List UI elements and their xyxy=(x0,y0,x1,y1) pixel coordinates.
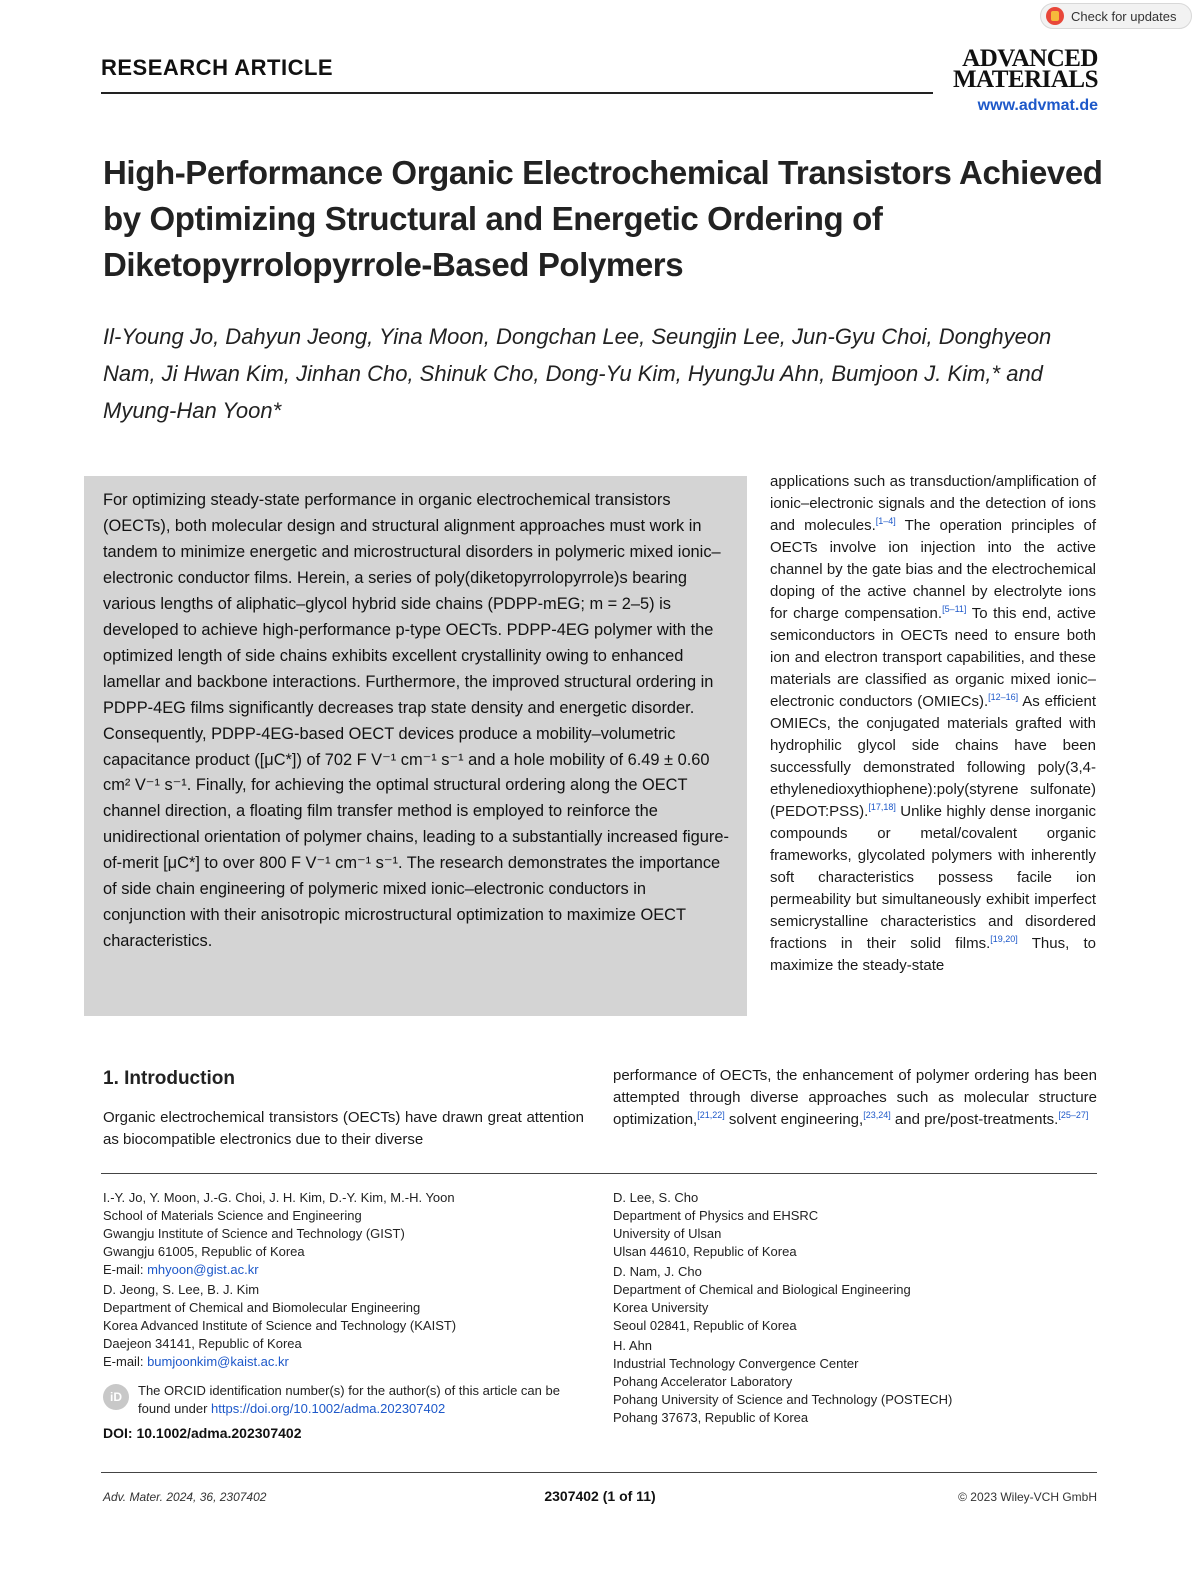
reference-link[interactable]: [12–16] xyxy=(988,692,1019,702)
affiliation-line: Korea University xyxy=(613,1300,709,1315)
body-text: The operation principles of OECTs involve ion injection into the active channel by the gate bias and the electrochemical doping of the active channel by electrolyte ions for charge compensation. xyxy=(770,517,1096,622)
intro-heading: 1. Introduction xyxy=(103,1068,235,1089)
affiliation-line: Pohang University of Science and Technology (POSTECH) xyxy=(613,1392,953,1407)
orcid-icon: iD xyxy=(103,1384,129,1410)
reference-link[interactable]: [1–4] xyxy=(875,516,896,526)
affiliation-line: Ulsan 44610, Republic of Korea xyxy=(613,1244,797,1259)
affiliation-line: Pohang Accelerator Laboratory xyxy=(613,1374,793,1389)
body-text: As efficient OMIECs, the conjugated materials grafted with hydrophilic glycol side chains have been successfully demonstrated following poly(3,4-ethylenedioxythiophene):poly(styrene sulfonate) (PEDOT:PSS). xyxy=(770,693,1097,820)
journal-logo-line1: ADVANCED xyxy=(962,45,1098,72)
affiliation-line: Gwangju 61005, Republic of Korea xyxy=(103,1244,305,1259)
doi: DOI: 10.1002/adma.202307402 xyxy=(103,1425,302,1441)
body-text: performance of OECTs, the enhancement of polymer ordering has been attempted through diverse approaches such as molecular structure optimization, xyxy=(613,1067,1097,1128)
footer-copyright: © 2023 Wiley-VCH GmbH xyxy=(958,1490,1097,1504)
email-line xyxy=(103,1261,593,1279)
affiliation-line: Department of Physics and EHSRC xyxy=(613,1208,819,1223)
affiliation-line: Korea Advanced Institute of Science and Technology (KAIST) xyxy=(103,1318,457,1333)
abstract-text: For optimizing steady-state performance in organic electrochemical transistors (OECTs), both molecular design and structural alignment approaches must work in tandem to minimize energetic and microstructural disorders in polymeric mixed ionic–electronic conductor films. Herein, a series of poly(diketopyrrolopyrrole)s bearing various lengths of aliphatic–glycol hybrid side chains (PDPP-mEG; m = 2–5) is developed to achieve high-performance p-type OECTs. PDPP-4EG polymer with the optimized length of side chains exhibits excellent crystallinity owing to enhanced lamellar and backbone interactions. Furthermore, the improved structural ordering in PDPP-4EG films significantly decreases trap state density and energetic disorder. Consequently, PDPP-4EG-based OECT devices produce a mobility–volumetric capacitance product ([μC*]) of 702 F V⁻¹ cm⁻¹ s⁻¹ and a hole mobility of 6.49 ± 0.60 cm² V⁻¹ s⁻¹. Finally, for achieving the optimal structural ordering along the OECT channel direction, a floating film transfer method is employed to reinforce the unidirectional orientation of polymer chains, leading to a substantially increased figure-of-merit [μC*] to over 800 F V⁻¹ cm⁻¹ s⁻¹. The research demonstrates the importance of side chain engineering of polymeric mixed ionic–electronic conductors in conjunction with their anisotropic microstructural optimization to maximize OECT characteristics. xyxy=(103,491,729,951)
intro-right-column xyxy=(770,471,1096,977)
reference-link[interactable]: [21,22] xyxy=(697,1110,725,1120)
orcid-description: The ORCID identification number(s) for the author(s) of this article can be found under xyxy=(138,1383,560,1416)
article-title: High-Performance Organic Electrochemical Transistors Achieved by Optimizing Structural and Energetic Ordering of Diketopyrrolopyrrole-Based Polymers xyxy=(103,154,1103,283)
affiliation-line: Daejeon 34141, Republic of Korea xyxy=(103,1336,302,1351)
author-list: Il-Young Jo, Dahyun Jeong, Yina Moon, Dongchan Lee, Seungjin Lee, Jun-Gyu Choi, Donghyeon Nam, Ji Hwan Kim, Jinhan Cho, Shinuk Cho, Dong-Yu Kim, HyungJu Ahn, Bumjoon J. Kim,* and Myung-Han Yoon* xyxy=(103,324,1052,423)
journal-url-link[interactable]: www.advmat.de xyxy=(977,97,1098,114)
affiliation-line: Gwangju Institute of Science and Technology (GIST) xyxy=(103,1226,405,1241)
affiliation-line: University of Ulsan xyxy=(613,1226,722,1241)
check-for-updates-label: Check for updates xyxy=(1071,8,1177,24)
journal-logo-line2: MATERIALS xyxy=(952,66,1098,93)
email-link[interactable]: mhyoon@gist.ac.kr xyxy=(147,1262,259,1277)
orcid-text xyxy=(138,1382,593,1418)
body-text: Thus, to maximize the steady-state xyxy=(770,935,1097,974)
body-text: and pre/post-treatments. xyxy=(890,1111,1059,1128)
intro-text: Organic electrochemical transistors (OECTs) have drawn great attention as biocompatible electronics due to their diverse xyxy=(103,1109,584,1148)
journal-logo xyxy=(936,45,1098,93)
email-link[interactable]: bumjoonkim@kaist.ac.kr xyxy=(147,1354,289,1369)
intro-right-column-continued xyxy=(613,1065,1097,1131)
affiliations-right xyxy=(613,1189,1097,1427)
affiliation-line: D. Jeong, S. Lee, B. J. Kim xyxy=(103,1282,260,1297)
section-label: RESEARCH ARTICLE xyxy=(101,55,334,80)
email-line xyxy=(103,1353,593,1371)
email-label: E-mail: xyxy=(103,1354,148,1369)
affiliation-line: D. Lee, S. Cho xyxy=(613,1190,699,1205)
footer-divider xyxy=(101,1472,1097,1473)
reference-link[interactable]: [25–27] xyxy=(1058,1110,1089,1120)
affiliations-left xyxy=(103,1189,593,1371)
reference-link[interactable]: [19,20] xyxy=(990,934,1018,944)
footer-citation: Adv. Mater. 2024, 36, 2307402 xyxy=(103,1490,267,1504)
body-text: solvent engineering, xyxy=(724,1111,864,1128)
affiliation-line: Pohang 37673, Republic of Korea xyxy=(613,1410,809,1425)
body-text: Unlike highly dense inorganic compounds or metal/covalent organic frameworks, glycolated polymers with inherently soft characteristics possess facile ion permeability but simultaneously exhibit imperfect semicrystalline characteristics and disordered fractions in their solid films. xyxy=(770,803,1096,952)
affiliations-divider xyxy=(101,1173,1097,1174)
header-divider xyxy=(101,92,933,94)
body-text: applications such as transduction/amplification of ionic–electronic signals and the detection of ions and molecules. xyxy=(770,473,1096,534)
affiliation-line: H. Ahn xyxy=(613,1338,653,1353)
email-label: E-mail: xyxy=(103,1262,148,1277)
affiliation-line: D. Nam, J. Cho xyxy=(613,1264,702,1279)
orcid-link[interactable]: https://doi.org/10.1002/adma.202307402 xyxy=(211,1401,446,1416)
affiliation-line: Department of Chemical and Biomolecular Engineering xyxy=(103,1300,421,1315)
reference-link[interactable]: [23,24] xyxy=(863,1110,891,1120)
affiliation-line: I.-Y. Jo, Y. Moon, J.-G. Choi, J. H. Kim, D.-Y. Kim, M.-H. Yoon xyxy=(103,1190,455,1205)
body-text: To this end, active semiconductors in OECTs need to ensure both ion and electron transport capabilities, and these materials are classified as organic mixed ionic–electronic conductors (OMIECs). xyxy=(770,605,1097,710)
footer-page-number: 2307402 (1 of 11) xyxy=(544,1488,656,1504)
crossmark-icon xyxy=(1046,7,1064,25)
orcid-note xyxy=(103,1382,593,1418)
affiliation-line: Industrial Technology Convergence Center xyxy=(613,1356,859,1371)
check-for-updates-button[interactable] xyxy=(1040,3,1192,29)
affiliation-line: Seoul 02841, Republic of Korea xyxy=(613,1318,797,1333)
reference-link[interactable]: [5–11] xyxy=(942,604,967,614)
reference-link[interactable]: [17,18] xyxy=(868,802,896,812)
affiliation-line: School of Materials Science and Engineering xyxy=(103,1208,362,1223)
affiliation-line: Department of Chemical and Biological Engineering xyxy=(613,1282,911,1297)
